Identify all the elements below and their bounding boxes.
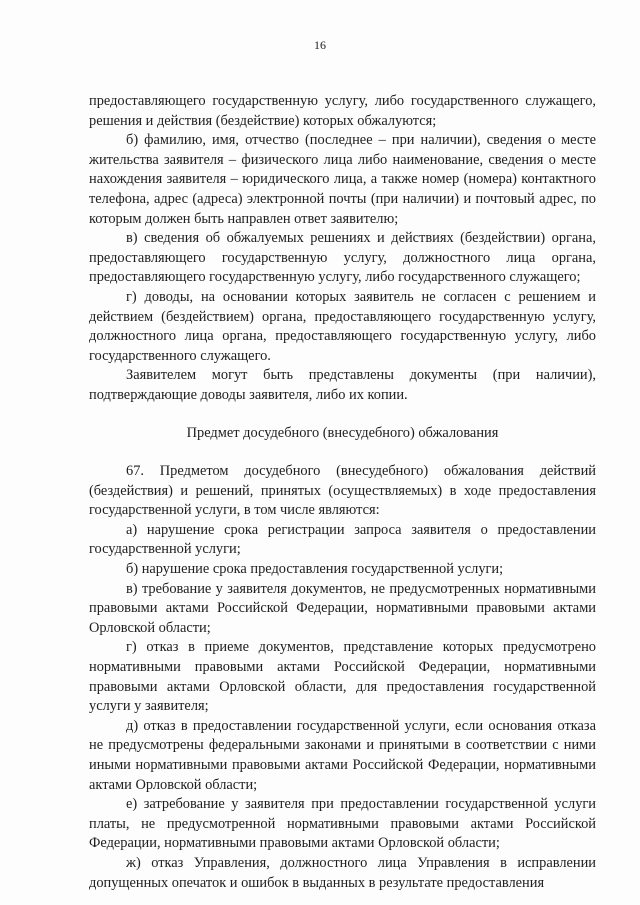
paragraph-item-b: б) фамилию, имя, отчество (последнее – при наличии), сведения о месте жительства заявителя – физического лица либо наименование, сведения о месте нахождения заявителя – юридического лица, а также номер (номера) контактного телефона, адрес (адреса) электронной почты (при наличии) и почтовый адрес, по которым должен быть направлен ответ заявителю;: [89, 132, 596, 227]
paragraph-67: 67. Предметом досудебного (внесудебного) обжалования действий (бездействия) и решений, принятых (осуществляемых) в ходе предоставления государственной услуги, в том числе являются:: [89, 463, 596, 519]
paragraph-67-zh: ж) отказ Управления, должностного лица Управления в исправлении допущенных опечаток и ошибок в выданных в результате предоставления: [89, 854, 596, 891]
page-number: 16: [314, 38, 326, 52]
paragraph-67-b: б) нарушение срока предоставления государственной услуги;: [126, 561, 504, 578]
paragraph-item-v: в) сведения об обжалуемых решениях и действиях (бездействии) органа, предоставляющего государственную услугу, должностного лица органа, предоставляющего государственную услугу, либо государственного служащего;: [89, 230, 596, 286]
paragraph-67-a: а) нарушение срока регистрации запроса заявителя о предоставлении государственной услуги;: [89, 521, 596, 558]
paragraph-67-d: д) отказ в предоставлении государственной услуги, если основания отказа не предусмотрены федеральными законами и принятыми в соответствии с ними иными нормативными правовыми актами Российской Федерации, нормативными актами Орловской области;: [89, 717, 596, 793]
paragraph-documents: Заявителем могут быть представлены документы (при наличии), подтверждающие доводы заявителя, либо их копии.: [89, 367, 596, 403]
section-heading: Предмет досудебного (внесудебного) обжалования: [186, 424, 499, 441]
paragraph-67-e: е) затребование у заявителя при предоставлении государственной услуги платы, не предусмотренной нормативными правовыми актами Российской Федерации, нормативными правовыми актами Орловской области;: [89, 796, 596, 852]
paragraph-67-v: в) требование у заявителя документов, не предусмотренных нормативными правовыми актами Российской Федерации, нормативными правовыми актами Орловской области;: [89, 580, 596, 636]
paragraph-item-g: г) доводы, на основании которых заявитель не согласен с решением и действием (бездействием) органа, предоставляющего государственную услугу, должностного лица органа, предоставляющего государственную услугу, либо государственного служащего.: [89, 288, 596, 364]
paragraph-continuation: предоставляющего государственную услугу, либо государственного служащего, решения и действия (бездействие) которых обжалуются;: [89, 93, 596, 129]
paragraph-67-g: г) отказ в приеме документов, представление которых предусмотрено нормативными правовыми актами Российской Федерации, нормативными правовыми актами Орловской области, для предоставления государственной услуги у заявителя;: [89, 639, 596, 715]
document-body: [89, 92, 596, 893]
